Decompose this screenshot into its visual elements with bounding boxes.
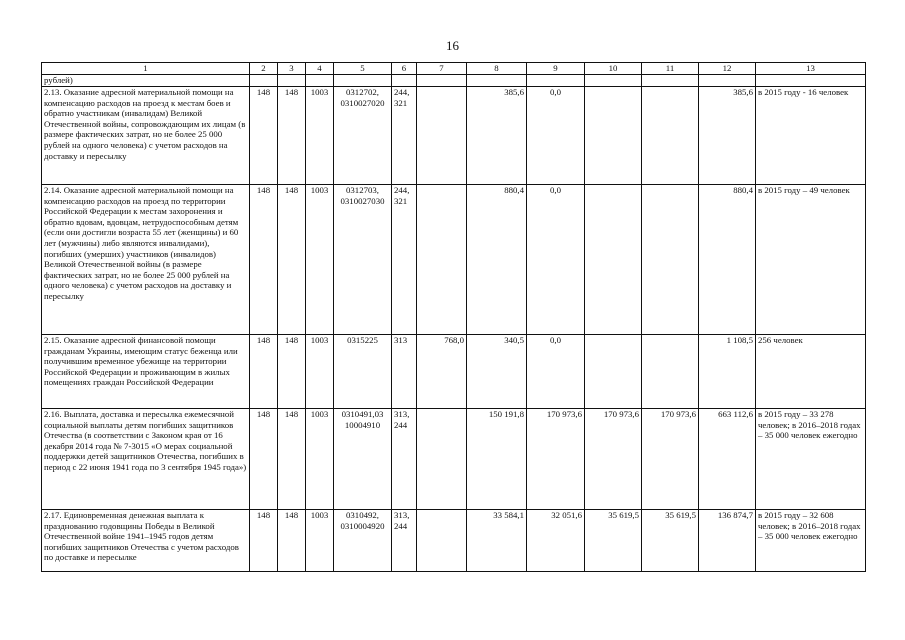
section-code-cell: 1003	[306, 87, 334, 185]
target-article-cell	[334, 75, 392, 87]
rbs-code-cell: 148	[278, 510, 306, 572]
expected-result-cell: в 2015 году – 33 278 человек; в 2016–2018 годах – 35 000 человек ежегодно	[756, 409, 866, 510]
header-cell: 1	[42, 63, 250, 75]
measure-name-cell: 2.13. Оказание адресной материальной помощи на компенсацию расходов на проезд к местам боев и обратно участникам (инвалидам) Великой Отечественной войны, сопровождающим их лицам (в размере фактических затрат, но не более 25 000 рублей на одного человека) с учетом расходов на доставку и пересылку	[42, 87, 250, 185]
target-article-cell: 0312703, 0310027030	[334, 185, 392, 335]
total-cell: 880,4	[699, 185, 756, 335]
measure-name-cell: 2.15. Оказание адресной финансовой помощи гражданам Украины, имеющим статус беженца или получившим временное убежище на территории Российской Федерации и проживающим в жилых помещениях граждан Российской Федерации	[42, 335, 250, 409]
table-row	[42, 335, 866, 409]
value-col9-cell: 0,0	[527, 185, 585, 335]
header-cell: 6	[392, 63, 417, 75]
header-cell: 12	[699, 63, 756, 75]
expected-result-cell	[756, 75, 866, 87]
grbs-code-cell: 148	[250, 87, 278, 185]
value-col11-cell	[642, 335, 699, 409]
header-cell: 11	[642, 63, 699, 75]
value-col8-cell: 880,4	[467, 185, 527, 335]
value-col10-cell	[585, 335, 642, 409]
section-code-cell	[306, 75, 334, 87]
expected-result-cell: в 2015 году – 49 человек	[756, 185, 866, 335]
value-col9-cell: 0,0	[527, 87, 585, 185]
section-code-cell: 1003	[306, 409, 334, 510]
value-col10-cell	[585, 87, 642, 185]
rbs-code-cell: 148	[278, 409, 306, 510]
value-col11-cell: 170 973,6	[642, 409, 699, 510]
target-article-cell: 0312702, 0310027020	[334, 87, 392, 185]
header-cell: 9	[527, 63, 585, 75]
target-article-cell: 0310492, 0310004920	[334, 510, 392, 572]
expected-result-cell: в 2015 году - 16 человек	[756, 87, 866, 185]
value-col9-cell	[527, 75, 585, 87]
table-header-row	[42, 63, 866, 75]
value-col7-cell	[417, 185, 467, 335]
value-col11-cell	[642, 75, 699, 87]
header-cell: 7	[417, 63, 467, 75]
expense-type-cell: 244, 321	[392, 185, 417, 335]
section-code-cell: 1003	[306, 510, 334, 572]
value-col7-cell	[417, 510, 467, 572]
rbs-code-cell: 148	[278, 185, 306, 335]
total-cell: 136 874,7	[699, 510, 756, 572]
target-article-cell: 0315225	[334, 335, 392, 409]
value-col11-cell	[642, 185, 699, 335]
measure-name-cell: 2.14. Оказание адресной материальной помощи на компенсацию расходов на проезд по территории Российской Федерации к местам захоронения и обратно вдовам, вдовцам, нетрудоспособным детям (если они достигли возраста 55 лет (женщины) и 60 лет (мужчины) либо являются инвалидами), погибших (умерших) участников (инвалидов) Великой Отечественной войны (в размере фактических затрат, но не более 25 000 рублей на одного человека) с учетом расходов на доставку и пересылку	[42, 185, 250, 335]
measure-name-cell: рублей)	[42, 75, 250, 87]
budget-table	[41, 62, 866, 572]
value-col11-cell	[642, 87, 699, 185]
target-article-cell: 0310491,03 10004910	[334, 409, 392, 510]
header-cell: 13	[756, 63, 866, 75]
expense-type-cell: 313, 244	[392, 510, 417, 572]
total-cell	[699, 75, 756, 87]
table-row	[42, 75, 866, 87]
value-col8-cell: 33 584,1	[467, 510, 527, 572]
grbs-code-cell: 148	[250, 510, 278, 572]
header-cell: 5	[334, 63, 392, 75]
value-col9-cell: 170 973,6	[527, 409, 585, 510]
grbs-code-cell: 148	[250, 185, 278, 335]
expense-type-cell: 313, 244	[392, 409, 417, 510]
grbs-code-cell: 148	[250, 409, 278, 510]
section-code-cell: 1003	[306, 185, 334, 335]
table-row	[42, 510, 866, 572]
value-col10-cell: 35 619,5	[585, 510, 642, 572]
page-number: 16	[446, 38, 459, 53]
total-cell: 1 108,5	[699, 335, 756, 409]
rbs-code-cell: 148	[278, 87, 306, 185]
table-row	[42, 409, 866, 510]
rbs-code-cell: 148	[278, 335, 306, 409]
measure-name-cell: 2.17. Единовременная денежная выплата к празднованию годовщины Победы в Великой Отечественной войне 1941–1945 годов детям погибших защитников Отечества с учетом расходов по доставке и пересылке	[42, 510, 250, 572]
expense-type-cell	[392, 75, 417, 87]
value-col11-cell: 35 619,5	[642, 510, 699, 572]
value-col9-cell: 0,0	[527, 335, 585, 409]
total-cell: 663 112,6	[699, 409, 756, 510]
table-row	[42, 87, 866, 185]
value-col10-cell	[585, 185, 642, 335]
expense-type-cell: 244, 321	[392, 87, 417, 185]
value-col8-cell: 385,6	[467, 87, 527, 185]
value-col7-cell: 768,0	[417, 335, 467, 409]
header-cell: 4	[306, 63, 334, 75]
value-col10-cell	[585, 75, 642, 87]
header-cell: 10	[585, 63, 642, 75]
value-col10-cell: 170 973,6	[585, 409, 642, 510]
header-cell: 8	[467, 63, 527, 75]
table-row	[42, 185, 866, 335]
value-col8-cell: 340,5	[467, 335, 527, 409]
rbs-code-cell	[278, 75, 306, 87]
header-cell: 3	[278, 63, 306, 75]
expected-result-cell: в 2015 году – 32 608 человек; в 2016–2018 годах – 35 000 человек ежегодно	[756, 510, 866, 572]
grbs-code-cell: 148	[250, 335, 278, 409]
value-col8-cell: 150 191,8	[467, 409, 527, 510]
value-col8-cell	[467, 75, 527, 87]
value-col9-cell: 32 051,6	[527, 510, 585, 572]
value-col7-cell	[417, 409, 467, 510]
expected-result-cell: 256 человек	[756, 335, 866, 409]
expense-type-cell: 313	[392, 335, 417, 409]
value-col7-cell	[417, 75, 467, 87]
header-cell: 2	[250, 63, 278, 75]
section-code-cell: 1003	[306, 335, 334, 409]
total-cell: 385,6	[699, 87, 756, 185]
measure-name-cell: 2.16. Выплата, доставка и пересылка ежемесячной социальной выплаты детям погибших защитников Отечества (в соответствии с Законом края от 16 декабря 2014 года № 7-3015 «О мерах социальной поддержки детей защитников Отечества, погибших в период с 22 июня 1941 года по 3 сентября 1945 года»)	[42, 409, 250, 510]
grbs-code-cell	[250, 75, 278, 87]
value-col7-cell	[417, 87, 467, 185]
